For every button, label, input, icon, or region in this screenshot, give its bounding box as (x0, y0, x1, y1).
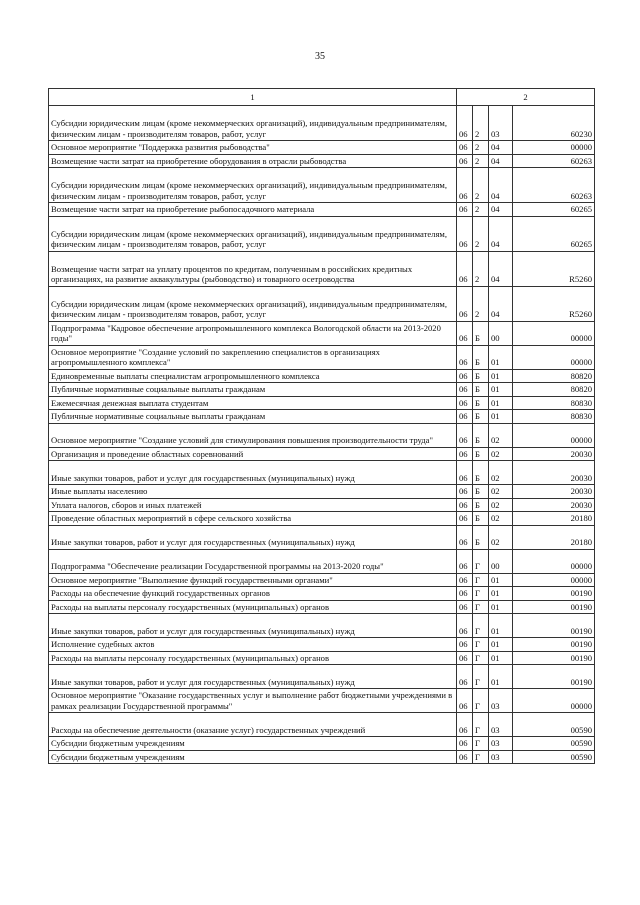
row-code-direction: 00590 (513, 737, 595, 751)
table-row (49, 485, 595, 499)
row-code-subprogram: Г (473, 665, 489, 689)
row-code-event: 02 (489, 525, 513, 549)
row-code-subprogram: Б (473, 396, 489, 410)
row-code-direction: 20030 (513, 461, 595, 485)
row-code-subprogram: 2 (473, 286, 489, 321)
row-name: Основное мероприятие "Выполнение функций государственными органами" (49, 573, 457, 587)
row-code-section: 06 (457, 689, 473, 713)
row-code-section: 06 (457, 713, 473, 737)
row-code-event: 02 (489, 498, 513, 512)
table-row (49, 689, 595, 713)
row-code-direction: 00190 (513, 638, 595, 652)
row-code-direction: 00590 (513, 750, 595, 764)
row-code-event: 03 (489, 713, 513, 737)
table-row (49, 447, 595, 461)
row-code-section: 06 (457, 154, 473, 168)
row-code-subprogram: Г (473, 713, 489, 737)
row-code-event: 02 (489, 512, 513, 526)
row-code-direction: 00000 (513, 549, 595, 573)
row-code-direction: 60263 (513, 154, 595, 168)
row-code-event: 03 (489, 750, 513, 764)
row-name: Исполнение судебных актов (49, 638, 457, 652)
row-code-section: 06 (457, 168, 473, 203)
row-name: Субсидии юридическим лицам (кроме некоммерческих организаций), индивидуальным предпринимателям, физическим лицам - производителям товаров, работ, услуг (49, 216, 457, 251)
row-code-section: 06 (457, 651, 473, 665)
row-code-event: 04 (489, 216, 513, 251)
row-code-direction: 20030 (513, 485, 595, 499)
row-code-subprogram: Г (473, 689, 489, 713)
row-code-event: 02 (489, 461, 513, 485)
row-code-direction: 00000 (513, 423, 595, 447)
table-row (49, 525, 595, 549)
row-code-section: 06 (457, 106, 473, 141)
table-row (49, 345, 595, 369)
row-code-event: 03 (489, 689, 513, 713)
row-code-event: 03 (489, 106, 513, 141)
row-name: Основное мероприятие "Поддержка развития рыбоводства" (49, 141, 457, 155)
row-code-event: 02 (489, 485, 513, 499)
row-code-section: 06 (457, 485, 473, 499)
row-code-direction: 60265 (513, 216, 595, 251)
table-row (49, 651, 595, 665)
row-code-event: 04 (489, 141, 513, 155)
table-row (49, 737, 595, 751)
row-name: Возмещение части затрат на приобретение оборудования в отрасли рыбоводства (49, 154, 457, 168)
row-code-section: 06 (457, 141, 473, 155)
row-code-section: 06 (457, 549, 473, 573)
row-name: Публичные нормативные социальные выплаты гражданам (49, 383, 457, 397)
row-code-direction: 00190 (513, 614, 595, 638)
row-name: Субсидии юридическим лицам (кроме некоммерческих организаций), индивидуальным предпринимателям, физическим лицам - производителям товаров, работ, услуг (49, 286, 457, 321)
row-name: Иные закупки товаров, работ и услуг для государственных (муниципальных) нужд (49, 665, 457, 689)
row-name: Проведение областных мероприятий в сфере сельского хозяйства (49, 512, 457, 526)
row-name: Организация и проведение областных соревнований (49, 447, 457, 461)
row-code-direction: 20030 (513, 447, 595, 461)
table-row (49, 168, 595, 203)
table-row (49, 106, 595, 141)
table-row (49, 750, 595, 764)
row-code-subprogram: Г (473, 638, 489, 652)
row-code-section: 06 (457, 573, 473, 587)
row-code-subprogram: Г (473, 549, 489, 573)
row-code-section: 06 (457, 498, 473, 512)
row-name: Публичные нормативные социальные выплаты гражданам (49, 410, 457, 424)
row-name: Ежемесячная денежная выплата студентам (49, 396, 457, 410)
row-name: Подпрограмма "Обеспечение реализации Государственной программы на 2013-2020 годы" (49, 549, 457, 573)
table-row (49, 396, 595, 410)
budget-classification-table (48, 88, 595, 764)
row-name: Иные закупки товаров, работ и услуг для государственных (муниципальных) нужд (49, 614, 457, 638)
row-code-section: 06 (457, 614, 473, 638)
row-code-section: 06 (457, 461, 473, 485)
row-code-section: 06 (457, 750, 473, 764)
row-name: Расходы на обеспечение деятельности (оказание услуг) государственных учреждений (49, 713, 457, 737)
table-row (49, 665, 595, 689)
row-code-event: 04 (489, 251, 513, 286)
row-name: Иные закупки товаров, работ и услуг для государственных (муниципальных) нужд (49, 525, 457, 549)
row-name: Субсидии юридическим лицам (кроме некоммерческих организаций), индивидуальным предпринимателям, физическим лицам - производителям товаров, работ, услуг (49, 106, 457, 141)
table-row (49, 512, 595, 526)
row-code-subprogram: 2 (473, 251, 489, 286)
row-code-direction: 20030 (513, 498, 595, 512)
row-code-direction: 00000 (513, 321, 595, 345)
row-name: Расходы на выплаты персоналу государственных (муниципальных) органов (49, 651, 457, 665)
row-code-section: 06 (457, 737, 473, 751)
row-code-section: 06 (457, 286, 473, 321)
row-code-section: 06 (457, 383, 473, 397)
row-name: Субсидии бюджетным учреждениям (49, 737, 457, 751)
row-code-direction: R5260 (513, 286, 595, 321)
row-name: Расходы на обеспечение функций государственных органов (49, 587, 457, 601)
row-code-subprogram: Б (473, 461, 489, 485)
row-code-direction: R5260 (513, 251, 595, 286)
row-code-subprogram: Г (473, 651, 489, 665)
row-code-direction: 80830 (513, 396, 595, 410)
row-code-subprogram: Б (473, 383, 489, 397)
row-code-event: 00 (489, 321, 513, 345)
row-code-event: 01 (489, 600, 513, 614)
row-name: Подпрограмма "Кадровое обеспечение агропромышленного комплекса Вологодской области на 2013-2020 годы" (49, 321, 457, 345)
row-code-subprogram: Б (473, 525, 489, 549)
row-code-subprogram: Б (473, 485, 489, 499)
row-code-event: 01 (489, 410, 513, 424)
row-code-subprogram: Г (473, 614, 489, 638)
row-code-event: 02 (489, 447, 513, 461)
row-code-section: 06 (457, 203, 473, 217)
row-code-direction: 20180 (513, 512, 595, 526)
row-name: Основное мероприятие "Создание условий для стимулирования повышения производительности труда" (49, 423, 457, 447)
row-name: Уплата налогов, сборов и иных платежей (49, 498, 457, 512)
row-code-direction: 60263 (513, 168, 595, 203)
row-code-subprogram: Г (473, 600, 489, 614)
row-name: Иные выплаты населению (49, 485, 457, 499)
row-code-event: 04 (489, 154, 513, 168)
row-code-subprogram: Б (473, 369, 489, 383)
table-row (49, 423, 595, 447)
header-col-2: 2 (457, 89, 595, 106)
table-row (49, 573, 595, 587)
row-code-section: 06 (457, 600, 473, 614)
table-row (49, 614, 595, 638)
row-code-subprogram: Г (473, 573, 489, 587)
row-code-direction: 80820 (513, 383, 595, 397)
row-name: Возмещение части затрат на уплату процентов по кредитам, полученным в российских кредитных организациях, на развитие аквакультуры (рыбоводство) и товарного осетроводства (49, 251, 457, 286)
row-name: Субсидии бюджетным учреждениям (49, 750, 457, 764)
row-code-event: 04 (489, 203, 513, 217)
row-code-subprogram: Б (473, 498, 489, 512)
row-code-event: 01 (489, 638, 513, 652)
header-col-1: 1 (49, 89, 457, 106)
row-code-direction: 20180 (513, 525, 595, 549)
row-code-direction: 60230 (513, 106, 595, 141)
row-code-section: 06 (457, 423, 473, 447)
table-row (49, 251, 595, 286)
table-row (49, 587, 595, 601)
row-code-subprogram: Г (473, 587, 489, 601)
table-row (49, 410, 595, 424)
table-row (49, 498, 595, 512)
row-code-section: 06 (457, 410, 473, 424)
table-row (49, 638, 595, 652)
row-code-direction: 00000 (513, 573, 595, 587)
table-row (49, 600, 595, 614)
row-code-subprogram: 2 (473, 141, 489, 155)
row-code-direction: 00590 (513, 713, 595, 737)
row-code-event: 01 (489, 345, 513, 369)
row-code-subprogram: Б (473, 423, 489, 447)
row-code-section: 06 (457, 396, 473, 410)
row-code-event: 01 (489, 573, 513, 587)
row-name: Единовременные выплаты специалистам агропромышленного комплекса (49, 369, 457, 383)
table-row (49, 203, 595, 217)
row-code-subprogram: 2 (473, 154, 489, 168)
row-code-direction: 00000 (513, 141, 595, 155)
row-code-section: 06 (457, 369, 473, 383)
row-code-event: 01 (489, 665, 513, 689)
row-code-section: 06 (457, 447, 473, 461)
row-name: Расходы на выплаты персоналу государственных (муниципальных) органов (49, 600, 457, 614)
row-code-section: 06 (457, 665, 473, 689)
row-code-event: 02 (489, 423, 513, 447)
row-code-direction: 00190 (513, 600, 595, 614)
table-row (49, 154, 595, 168)
row-code-event: 01 (489, 651, 513, 665)
row-code-subprogram: Б (473, 512, 489, 526)
row-name: Основное мероприятие "Оказание государственных услуг и выполнение работ бюджетными учреждениями в рамках реализации Государственной программы" (49, 689, 457, 713)
row-code-section: 06 (457, 345, 473, 369)
table-row (49, 713, 595, 737)
row-code-section: 06 (457, 251, 473, 286)
row-code-section: 06 (457, 321, 473, 345)
table-row (49, 141, 595, 155)
row-code-event: 04 (489, 286, 513, 321)
table-row (49, 216, 595, 251)
row-code-subprogram: Б (473, 321, 489, 345)
row-code-direction: 00190 (513, 651, 595, 665)
row-code-section: 06 (457, 216, 473, 251)
row-code-event: 01 (489, 396, 513, 410)
row-code-subprogram: Б (473, 447, 489, 461)
row-name: Возмещение части затрат на приобретение рыбопосадочного материала (49, 203, 457, 217)
row-code-direction: 80830 (513, 410, 595, 424)
table-header-row (49, 89, 595, 106)
row-code-event: 01 (489, 369, 513, 383)
row-code-section: 06 (457, 587, 473, 601)
row-code-direction: 60265 (513, 203, 595, 217)
row-code-event: 01 (489, 383, 513, 397)
page-number: 35 (315, 51, 325, 62)
row-code-subprogram: 2 (473, 106, 489, 141)
row-code-direction: 00190 (513, 665, 595, 689)
table-row (49, 549, 595, 573)
row-code-direction: 80820 (513, 369, 595, 383)
row-code-event: 03 (489, 737, 513, 751)
row-code-direction: 00000 (513, 345, 595, 369)
row-code-event: 01 (489, 614, 513, 638)
row-code-direction: 00190 (513, 587, 595, 601)
table-row (49, 369, 595, 383)
row-name: Субсидии юридическим лицам (кроме некоммерческих организаций), индивидуальным предпринимателям, физическим лицам - производителям товаров, работ, услуг (49, 168, 457, 203)
row-code-section: 06 (457, 638, 473, 652)
table-row (49, 286, 595, 321)
row-name: Иные закупки товаров, работ и услуг для государственных (муниципальных) нужд (49, 461, 457, 485)
row-code-subprogram: Г (473, 750, 489, 764)
row-name: Основное мероприятие "Создание условий по закреплению специалистов в организациях агропромышленного комплекса" (49, 345, 457, 369)
table-row (49, 321, 595, 345)
row-code-event: 04 (489, 168, 513, 203)
row-code-subprogram: Б (473, 410, 489, 424)
row-code-subprogram: Б (473, 345, 489, 369)
row-code-subprogram: 2 (473, 216, 489, 251)
row-code-subprogram: 2 (473, 168, 489, 203)
row-code-section: 06 (457, 525, 473, 549)
row-code-direction: 00000 (513, 689, 595, 713)
row-code-subprogram: Г (473, 737, 489, 751)
row-code-section: 06 (457, 512, 473, 526)
row-code-event: 01 (489, 587, 513, 601)
table-row (49, 383, 595, 397)
table-row (49, 461, 595, 485)
row-code-event: 00 (489, 549, 513, 573)
row-code-subprogram: 2 (473, 203, 489, 217)
